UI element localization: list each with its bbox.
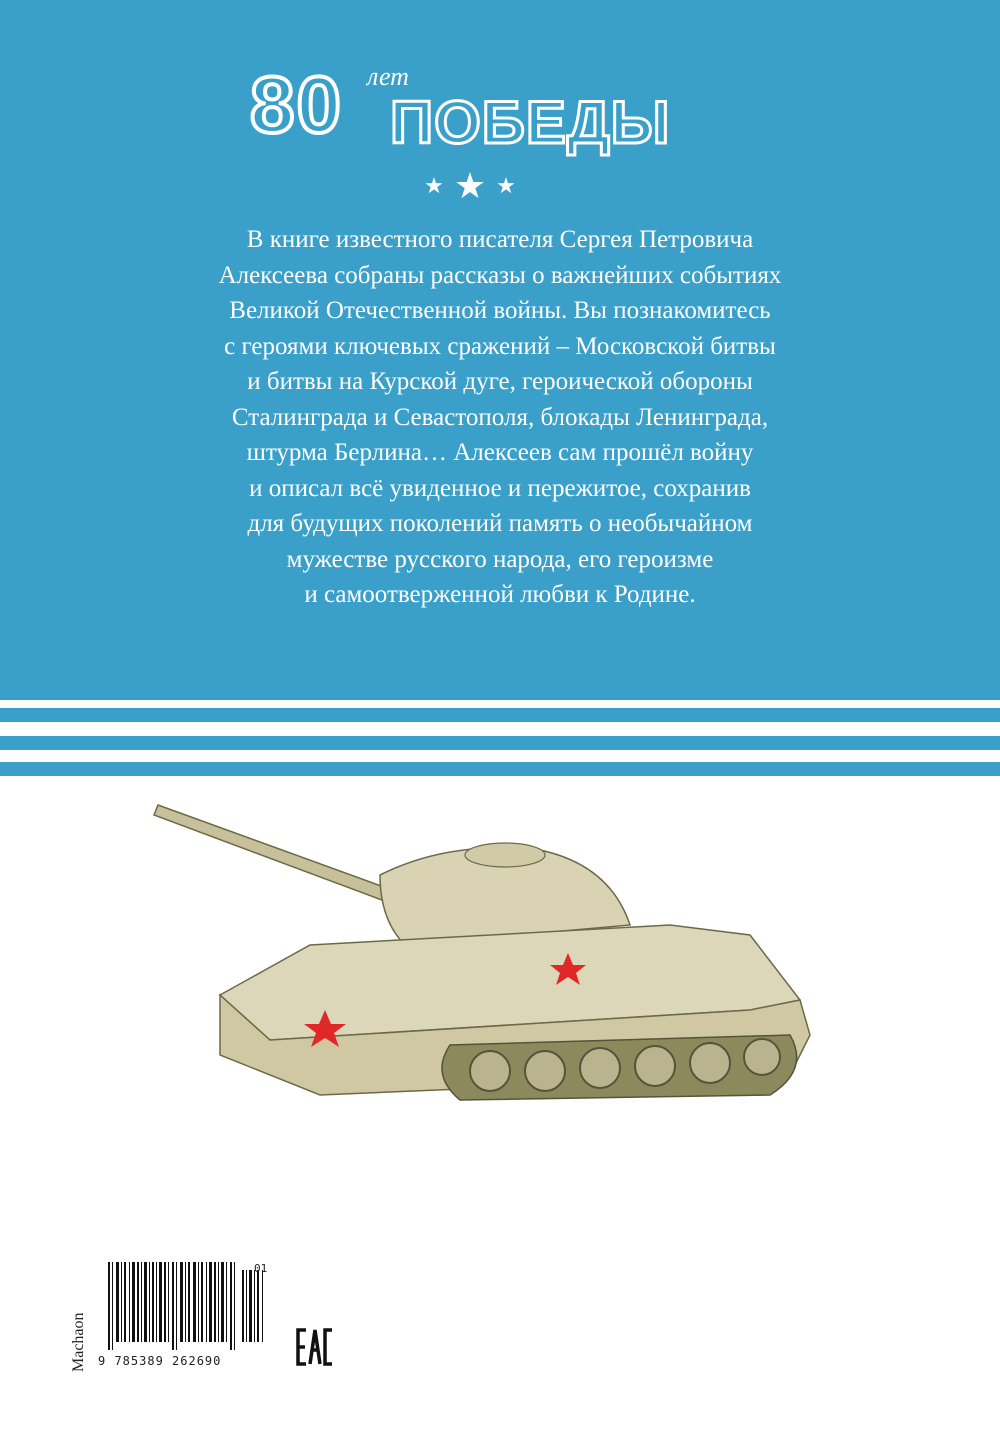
description-line: для будущих поколений память о необычайном	[247, 510, 753, 537]
description-line: и битвы на Курской дуге, героической обороны	[247, 368, 753, 395]
eac-certification-mark	[296, 1326, 334, 1368]
description-line: Сталинграда и Севастополя, блокады Ленинграда,	[231, 403, 769, 431]
description-line: и самоотверженной любви к Родине.	[304, 581, 696, 608]
anniversary-logo	[250, 60, 700, 156]
description-line: штурма Берлина… Алексеев сам прошёл войну	[246, 439, 754, 466]
stars-decoration	[400, 165, 540, 205]
barcode-addon-digits: 01	[254, 1262, 268, 1275]
publisher-logo: Machaon	[70, 1312, 87, 1372]
description-line: Алексеева собраны рассказы о важнейших событиях	[218, 261, 782, 289]
star-icon: ★	[424, 173, 444, 198]
star-icon: ★	[496, 173, 516, 198]
star-icon: ★	[453, 166, 487, 206]
tank-illustration	[150, 795, 830, 1125]
book-description	[110, 222, 890, 613]
logo-number: 80	[250, 60, 343, 149]
description-line: мужестве русского народа, его героизме	[286, 545, 714, 573]
logo-small-word: лет	[367, 62, 409, 91]
description-line: с героями ключевых сражений – Московской битвы	[224, 332, 776, 360]
description-line: и описал всё увиденное и пережитое, сохранив	[249, 474, 751, 502]
decorative-stripes	[0, 700, 1000, 780]
description-line: В книге известного писателя Сергея Петровича	[246, 226, 754, 253]
logo-big-word: ПОБЕДЫ	[390, 89, 671, 156]
barcode	[108, 1262, 268, 1350]
description-line: Великой Отечественной войны. Вы познакомитесь	[229, 297, 771, 324]
barcode-digits: 9 785389 262690	[98, 1354, 222, 1368]
